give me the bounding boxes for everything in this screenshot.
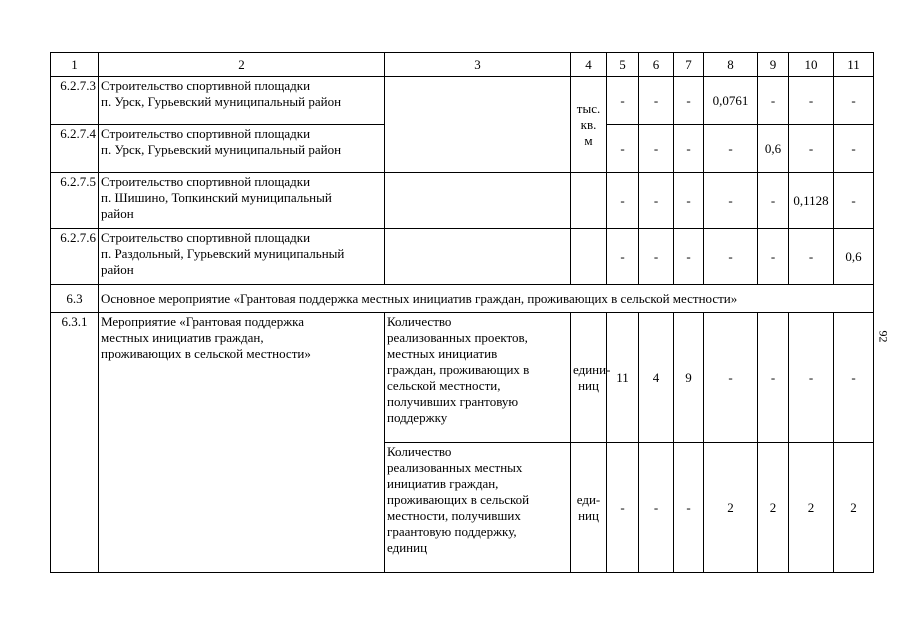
header-cell: 4 [571,53,607,77]
value-cell: - [834,77,874,125]
value-cell: - [704,229,758,285]
value-cell: - [758,77,789,125]
value-cell: 2 [834,443,874,573]
indicator-cell [385,173,571,229]
value-cell: 0,6 [758,125,789,173]
value-cell: - [674,443,704,573]
value-cell: 0,1128 [789,173,834,229]
value-cell: - [674,229,704,285]
value-cell: 11 [607,313,639,443]
unit-cell [571,173,607,229]
value-cell: - [789,313,834,443]
value-cell: - [834,173,874,229]
unit-cell: тыс. кв. м [571,77,607,173]
row-code: 6.2.7.5 [51,173,99,229]
unit-cell: едини- ниц [571,313,607,443]
header-cell: 2 [99,53,385,77]
value-cell: - [607,173,639,229]
unit-cell [571,229,607,285]
value-cell: - [789,77,834,125]
row-name: Строительство спортивной площадки п. Шишино, Топкинский муниципальный район [99,173,385,229]
value-cell: - [834,313,874,443]
value-cell: - [607,77,639,125]
indicator-cell: Количество реализованных проектов, местных инициатив граждан, проживающих в сельской местности, получивших грантовую поддержку [385,313,571,443]
value-cell: - [704,313,758,443]
indicator-cell: Количество реализованных местных инициатив граждан, проживающих в сельской местности, получивших граантовую поддержку, единиц [385,443,571,573]
header-cell: 6 [639,53,674,77]
value-cell: 0,6 [834,229,874,285]
value-cell: - [674,173,704,229]
row-code: 6.2.7.3 [51,77,99,125]
value-cell: - [639,443,674,573]
row-name: Мероприятие «Грантовая поддержка местных инициатив граждан, проживающих в сельской местности» [99,313,385,573]
table-row [51,173,874,229]
value-cell: 4 [639,313,674,443]
row-name: Строительство спортивной площадки п. Урск, Гурьевский муниципальный район [99,77,385,125]
header-row [51,53,874,77]
row-code: 6.2.7.6 [51,229,99,285]
value-cell: - [607,125,639,173]
table-row [51,313,874,443]
value-cell: - [639,229,674,285]
header-cell: 11 [834,53,874,77]
page-number: 92 [876,330,891,343]
header-cell: 10 [789,53,834,77]
value-cell: - [674,77,704,125]
table-row [51,285,874,313]
indicator-cell [385,77,571,173]
value-cell: 2 [758,443,789,573]
data-table [50,52,874,573]
unit-cell: еди- ниц [571,443,607,573]
header-cell: 9 [758,53,789,77]
value-cell: - [639,173,674,229]
value-cell: - [674,125,704,173]
table-row [51,77,874,125]
value-cell: - [758,173,789,229]
value-cell: - [758,229,789,285]
value-cell: - [789,229,834,285]
value-cell: - [789,125,834,173]
value-cell: - [834,125,874,173]
row-code: 6.3.1 [51,313,99,573]
value-cell: - [639,125,674,173]
header-cell: 1 [51,53,99,77]
row-name: Строительство спортивной площадки п. Раздольный, Гурьевский муниципальный район [99,229,385,285]
row-name: Основное мероприятие «Грантовая поддержка местных инициатив граждан, проживающих в сельской местности» [99,285,874,313]
row-name: Строительство спортивной площадки п. Урск, Гурьевский муниципальный район [99,125,385,173]
indicator-cell [385,229,571,285]
value-cell: - [639,77,674,125]
value-cell: - [607,229,639,285]
row-code: 6.3 [51,285,99,313]
value-cell: - [704,173,758,229]
value-cell: - [758,313,789,443]
header-cell: 8 [704,53,758,77]
value-cell: - [607,443,639,573]
header-cell: 3 [385,53,571,77]
value-cell: 2 [789,443,834,573]
value-cell: 9 [674,313,704,443]
header-cell: 7 [674,53,704,77]
value-cell: - [704,125,758,173]
table-row [51,229,874,285]
value-cell: 2 [704,443,758,573]
header-cell: 5 [607,53,639,77]
row-code: 6.2.7.4 [51,125,99,173]
value-cell: 0,0761 [704,77,758,125]
